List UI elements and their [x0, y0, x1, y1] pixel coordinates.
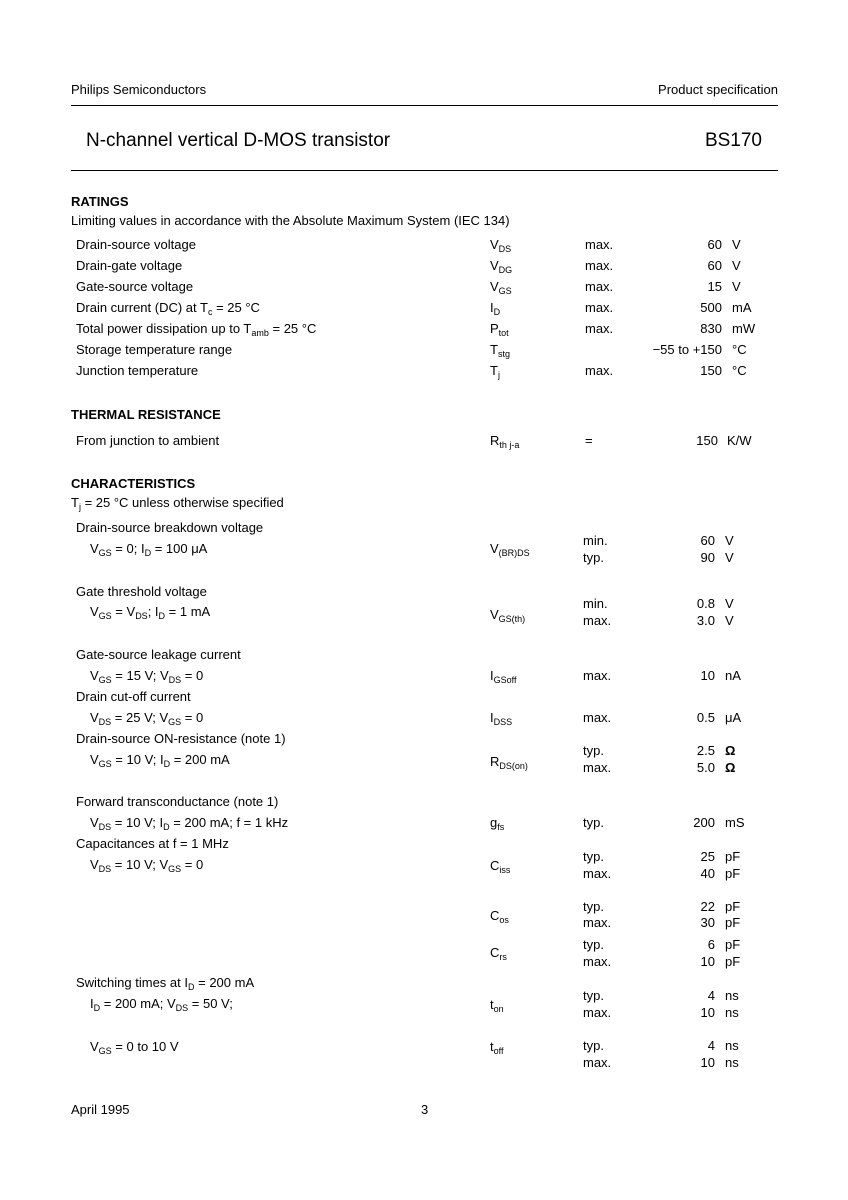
- param-value: −55 to +150: [652, 342, 722, 357]
- param-qualifier: typ.: [583, 899, 604, 914]
- param-condition: $V_{DS} = 10$ V; $I_D = 200$ mA; f = 1 kHz: [90, 815, 289, 832]
- param-unit: V: [732, 279, 741, 294]
- ratings-heading: RATINGS: [71, 194, 129, 209]
- param-unit: V: [732, 258, 741, 273]
- param-unit: Ω: [725, 743, 736, 758]
- param-value: 500: [700, 300, 722, 315]
- thermal-heading: THERMAL RESISTANCE: [71, 407, 221, 422]
- param-symbol: $V_{GS}$: [490, 279, 512, 296]
- param-qualifier: min.: [583, 596, 608, 611]
- footer-date: April 1995: [71, 1102, 130, 1117]
- param-unit: ns: [725, 1005, 739, 1020]
- characteristics-condition: $T_j = 25$ °C unless otherwise specified: [71, 495, 284, 512]
- param-label: Switching times at $I_D = 200$ mA: [76, 975, 255, 992]
- param-qualifier: typ.: [583, 988, 604, 1003]
- param-symbol: $P_{tot}$: [490, 321, 509, 338]
- param-unit: mS: [725, 815, 745, 830]
- param-unit: V: [732, 237, 741, 252]
- param-unit: ns: [725, 1038, 739, 1053]
- param-qualifier: max.: [583, 760, 612, 775]
- param-unit: ns: [725, 1055, 739, 1070]
- param-condition: $V_{GS} = V_{DS}$; $I_D = 1$ mA: [90, 604, 211, 621]
- param-qualifier: max.: [583, 710, 612, 725]
- param-value: 25: [700, 849, 715, 864]
- param-unit: pF: [725, 954, 741, 969]
- param-condition: $I_D = 200$ mA; $V_{DS} = 50$ V;: [90, 996, 233, 1013]
- param-value: 830: [700, 321, 722, 336]
- param-qualifier: typ.: [583, 550, 604, 565]
- param-unit: pF: [725, 849, 741, 864]
- param-value: 10: [700, 668, 715, 683]
- param-value: 2.5: [696, 743, 715, 758]
- param-qualifier: max.: [583, 613, 612, 628]
- param-unit: °C: [732, 342, 747, 357]
- param-symbol: $I_{GSoff}$: [490, 668, 517, 685]
- param-label: Storage temperature range: [76, 342, 233, 357]
- param-qualifier: typ.: [583, 849, 604, 864]
- param-unit: V: [725, 596, 734, 611]
- param-symbol: $g_{fs}$: [490, 815, 505, 832]
- param-value: 22: [700, 899, 715, 914]
- param-unit: ns: [725, 988, 739, 1003]
- param-value: 60: [707, 237, 722, 252]
- param-value: 4: [707, 1038, 715, 1053]
- param-value: 60: [707, 258, 722, 273]
- param-qualifier: =: [585, 433, 593, 448]
- param-label: Drain current (DC) at $T_c = 25$ °C: [76, 300, 260, 317]
- param-label: Junction temperature: [76, 363, 199, 378]
- param-symbol: $T_{stg}$: [490, 342, 510, 359]
- param-symbol: $t_{off}$: [490, 1039, 504, 1056]
- param-qualifier: typ.: [583, 937, 604, 952]
- param-symbol: $C_{os}$: [490, 908, 509, 925]
- param-value: 90: [700, 550, 715, 565]
- param-symbol: $C_{rs}$: [490, 945, 507, 962]
- param-label: Drain-source breakdown voltage: [76, 520, 264, 535]
- param-label: Drain cut-off current: [76, 689, 191, 704]
- param-symbol: $C_{iss}$: [490, 858, 511, 875]
- param-qualifier: max.: [583, 954, 612, 969]
- param-label: Total power dissipation up to $T_{amb} = 25$ °C: [76, 321, 317, 338]
- param-value: 30: [700, 915, 715, 930]
- param-unit: pF: [725, 915, 741, 930]
- title-rule: [71, 170, 778, 171]
- param-value: 3.0: [696, 613, 715, 628]
- param-symbol: $R_{th j-a}$: [490, 433, 520, 450]
- param-label: Drain-source ON-resistance (note 1): [76, 731, 286, 746]
- param-qualifier: max.: [585, 237, 614, 252]
- param-value: 200: [693, 815, 715, 830]
- param-unit: K/W: [727, 433, 752, 448]
- param-label: Gate-source voltage: [76, 279, 194, 294]
- param-value: 60: [700, 533, 715, 548]
- param-qualifier: max.: [583, 1005, 612, 1020]
- param-symbol: $t_{on}$: [490, 997, 504, 1014]
- param-unit: V: [725, 613, 734, 628]
- param-label: Drain-source voltage: [76, 237, 196, 252]
- part-number: BS170: [704, 130, 762, 151]
- param-value: 10: [700, 1005, 715, 1020]
- ratings-subtitle: Limiting values in accordance with the Absolute Maximum System (IEC 134): [71, 213, 510, 228]
- param-qualifier: typ.: [583, 743, 604, 758]
- param-value: 0.8: [696, 596, 715, 611]
- param-value: 15: [707, 279, 722, 294]
- param-unit: °C: [732, 363, 747, 378]
- param-label: Gate-source leakage current: [76, 647, 241, 662]
- param-qualifier: max.: [583, 668, 612, 683]
- param-qualifier: typ.: [583, 815, 604, 830]
- param-value: 10: [700, 954, 715, 969]
- param-qualifier: max.: [585, 300, 614, 315]
- param-unit: pF: [725, 899, 741, 914]
- param-value: 150: [700, 363, 722, 378]
- param-unit: mW: [732, 321, 756, 336]
- param-qualifier: max.: [583, 915, 612, 930]
- characteristics-heading: CHARACTERISTICS: [71, 476, 196, 491]
- param-qualifier: max.: [585, 258, 614, 273]
- document-title: N-channel vertical D-MOS transistor: [86, 130, 391, 151]
- param-condition: $V_{GS} = 15$ V; $V_{DS} = 0$: [90, 668, 204, 685]
- param-label: Forward transconductance (note 1): [76, 794, 279, 809]
- param-qualifier: min.: [583, 533, 608, 548]
- company-name: Philips Semiconductors: [71, 82, 207, 97]
- param-symbol: $V_{(BR)DS}$: [490, 541, 530, 558]
- param-value: 10: [700, 1055, 715, 1070]
- param-unit: V: [725, 533, 734, 548]
- param-value: 150: [696, 433, 718, 448]
- param-qualifier: max.: [585, 279, 614, 294]
- param-symbol: $T_j$: [490, 363, 500, 380]
- param-symbol: $V_{GS(th)}$: [490, 607, 526, 624]
- param-label: Gate threshold voltage: [76, 584, 207, 599]
- param-unit: μA: [725, 710, 742, 725]
- param-unit: Ω: [725, 760, 736, 775]
- param-condition: $V_{GS} = 10$ V; $I_D = 200$ mA: [90, 752, 230, 769]
- param-symbol: $R_{DS(on)}$: [490, 754, 528, 771]
- param-value: 0.5: [696, 710, 715, 725]
- param-unit: nA: [725, 668, 741, 683]
- page-number: 3: [421, 1102, 429, 1117]
- param-qualifier: max.: [583, 866, 612, 881]
- param-unit: pF: [725, 866, 741, 881]
- param-qualifier: max.: [585, 321, 614, 336]
- header-rule: [71, 105, 778, 106]
- param-symbol: $V_{DS}$: [490, 237, 512, 254]
- param-label: From junction to ambient: [76, 433, 220, 448]
- param-symbol: $V_{DG}$: [490, 258, 513, 275]
- param-qualifier: typ.: [583, 1038, 604, 1053]
- param-unit: mA: [732, 300, 752, 315]
- param-qualifier: max.: [585, 363, 614, 378]
- param-unit: V: [725, 550, 734, 565]
- param-condition: $V_{DS} = 25$ V; $V_{GS} = 0$: [90, 710, 204, 727]
- param-condition: $V_{GS} = 0$ to 10 V: [90, 1039, 179, 1056]
- param-value: 5.0: [696, 760, 715, 775]
- param-value: 40: [700, 866, 715, 881]
- param-qualifier: max.: [583, 1055, 612, 1070]
- param-value: 6: [707, 937, 715, 952]
- param-symbol: $I_D$: [490, 300, 501, 317]
- document-type: Product specification: [658, 82, 778, 97]
- param-unit: pF: [725, 937, 741, 952]
- param-condition: $V_{DS} = 10$ V; $V_{GS} = 0$: [90, 857, 204, 874]
- param-symbol: $I_{DSS}$: [490, 710, 513, 727]
- param-label: Drain-gate voltage: [76, 258, 183, 273]
- param-label: Capacitances at f = 1 MHz: [76, 836, 229, 851]
- param-value: 4: [707, 988, 715, 1003]
- param-condition: $V_{GS} = 0$; $I_D = 100$ μA: [90, 541, 208, 558]
